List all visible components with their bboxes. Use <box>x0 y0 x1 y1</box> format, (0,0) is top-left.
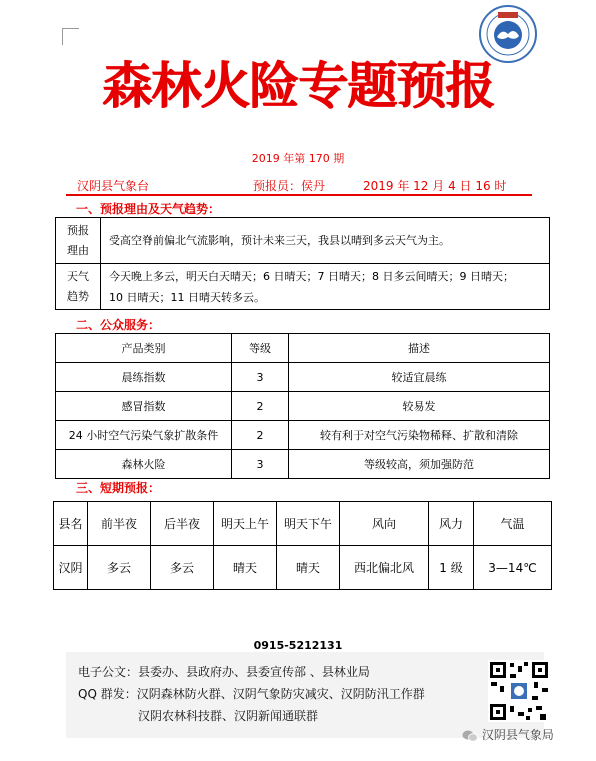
table-header-row <box>56 334 550 363</box>
table-row <box>56 450 550 479</box>
table-cell: 1 级 <box>429 546 474 590</box>
table-cell: 较适宜晨练 <box>289 363 550 392</box>
issue-number: 2019 年第 170 期 <box>251 152 345 165</box>
column-header: 后半夜 <box>151 502 214 546</box>
document-title: 森林火险专题预报 <box>102 56 494 115</box>
short-term-forecast-table <box>53 501 552 590</box>
table-cell: 晴天 <box>214 546 277 590</box>
table-cell: 2 <box>232 421 289 450</box>
brand-label: 汉阴县气象局 <box>481 728 554 742</box>
column-header: 气温 <box>474 502 552 546</box>
table-cell: 多云 <box>151 546 214 590</box>
forecast-reason-table <box>55 217 550 310</box>
table-cell: 多云 <box>88 546 151 590</box>
table-cell: 3—14℃ <box>474 546 552 590</box>
table-row <box>56 264 550 310</box>
table-cell: 较有利于对空气污染物稀释、扩散和清除 <box>289 421 550 450</box>
forecaster: 预报员：侯丹 <box>253 179 326 193</box>
column-header: 前半夜 <box>88 502 151 546</box>
column-header: 风向 <box>340 502 429 546</box>
table-cell: 等级较高，须加强防范 <box>289 450 550 479</box>
row-label: 天气 趋势 <box>56 264 101 310</box>
divider-red <box>66 194 532 196</box>
distribution-line-3: 汉阴农林科技群、汉阴新闻通联群 <box>138 709 319 723</box>
column-header: 县名 <box>54 502 88 546</box>
table-cell: 感冒指数 <box>56 392 232 421</box>
column-header: 明天下午 <box>277 502 340 546</box>
table-cell: 西北偏北风 <box>340 546 429 590</box>
reason-text: 受高空脊前偏北气流影响，预计未来三天，我县以晴到多云天气为主。 <box>101 218 550 264</box>
wechat-brand <box>462 726 554 743</box>
table-row <box>56 218 550 264</box>
table-cell: 3 <box>232 450 289 479</box>
contact-phone: 0915-5212131 <box>253 639 343 652</box>
table-cell: 24 小时空气污染气象扩散条件 <box>56 421 232 450</box>
public-service-table <box>55 333 550 479</box>
section1-heading: 一、预报理由及天气趋势： <box>76 202 221 216</box>
trend-text: 今天晚上多云，明天白天晴天；6 日晴天；7 日晴天；8 日多云间晴天；9 日晴天； 10 日晴天；11 日晴天转多云。 <box>101 264 550 310</box>
column-header: 等级 <box>232 334 289 363</box>
column-header: 风力 <box>429 502 474 546</box>
table-cell: 森林火险 <box>56 450 232 479</box>
table-row <box>56 421 550 450</box>
table-cell: 晨练指数 <box>56 363 232 392</box>
column-header: 产品类别 <box>56 334 232 363</box>
wechat-icon <box>462 728 482 742</box>
table-cell: 较易发 <box>289 392 550 421</box>
table-cell: 2 <box>232 392 289 421</box>
row-label: 预报 理由 <box>56 218 101 264</box>
column-header: 描述 <box>289 334 550 363</box>
column-header: 明天上午 <box>214 502 277 546</box>
distribution-line-1: 电子公文：县委办、县政府办、县委宣传部 、县林业局 <box>78 665 370 679</box>
table-cell: 晴天 <box>277 546 340 590</box>
table-cell: 3 <box>232 363 289 392</box>
section3-heading: 三、短期预报： <box>76 481 161 495</box>
issuing-unit: 汉阴县气象台 <box>77 179 150 193</box>
table-cell: 汉阴 <box>54 546 88 590</box>
section2-heading: 二、公众服务： <box>76 318 161 332</box>
table-header-row <box>54 502 552 546</box>
table-row <box>54 546 552 590</box>
qr-code <box>488 660 550 722</box>
issue-datetime: 2019 年 12 月 4 日 16 时 <box>363 179 507 193</box>
table-row <box>56 363 550 392</box>
page-corner-mark <box>62 28 79 45</box>
table-row <box>56 392 550 421</box>
distribution-line-2: QQ 群发：汉阴森林防火群、汉阴气象防灾减灾、汉阴防汛工作群 <box>78 687 425 701</box>
